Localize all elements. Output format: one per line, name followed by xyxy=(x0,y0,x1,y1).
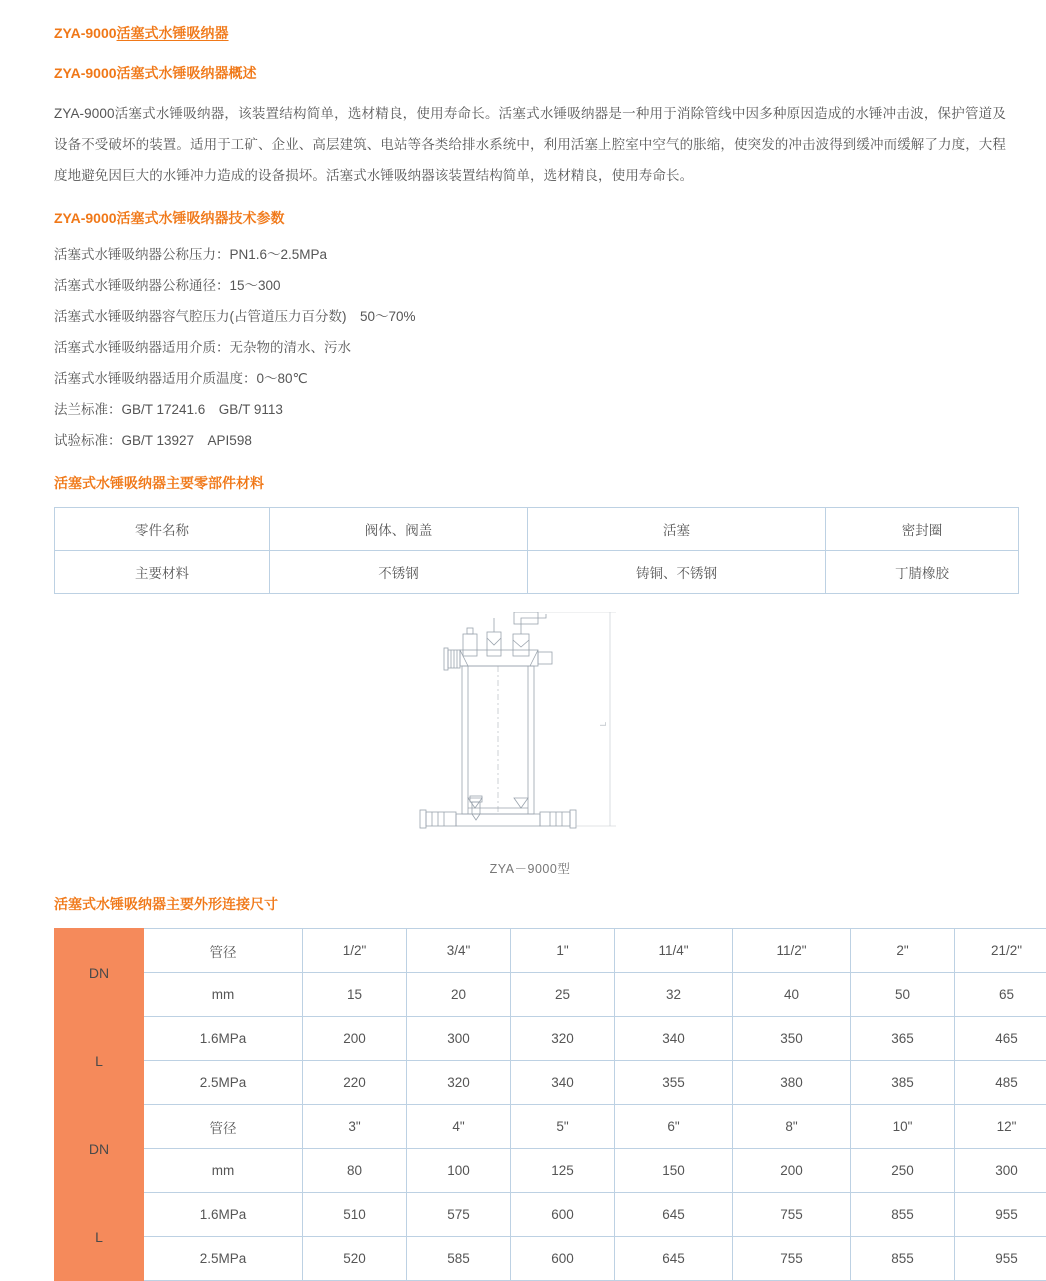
table-cell: 600 xyxy=(511,1237,615,1281)
table-cell: 340 xyxy=(511,1061,615,1105)
table-cell: 零件名称 xyxy=(55,508,270,551)
drawing-caption: ZYA－9000型 xyxy=(54,859,1006,877)
table-cell: 645 xyxy=(615,1237,733,1281)
row-label: 1.6MPa xyxy=(144,1017,303,1061)
table-cell: 300 xyxy=(407,1017,511,1061)
table-cell: 510 xyxy=(303,1193,407,1237)
table-cell: 活塞 xyxy=(528,508,826,551)
overview-heading: ZYA-9000活塞式水锤吸纳器概述 xyxy=(54,62,1006,84)
table-row xyxy=(55,1017,1046,1061)
materials-heading: 活塞式水锤吸纳器主要零部件材料 xyxy=(54,472,1006,494)
table-cell: 150 xyxy=(615,1149,733,1193)
table-cell: 465 xyxy=(955,1017,1046,1061)
table-cell: 3" xyxy=(303,1105,407,1149)
table-cell: 2" xyxy=(851,929,955,973)
table-cell: 320 xyxy=(511,1017,615,1061)
table-cell: 4" xyxy=(407,1105,511,1149)
table-cell: 350 xyxy=(733,1017,851,1061)
parameter-item: 活塞式水锤吸纳器适用介质温度：0～80℃ xyxy=(54,363,1006,394)
table-cell: 485 xyxy=(955,1061,1046,1105)
table-row xyxy=(55,1149,1046,1193)
table-cell: 40 xyxy=(733,973,851,1017)
parameter-item: 活塞式水锤吸纳器容气腔压力(占管道压力百分数) 50～70% xyxy=(54,301,1006,332)
row-label: 2.5MPa xyxy=(144,1061,303,1105)
table-cell: 铸铜、不锈钢 xyxy=(528,551,826,594)
table-cell: 阀体、阀盖 xyxy=(270,508,528,551)
table-cell: 200 xyxy=(303,1017,407,1061)
table-cell: 600 xyxy=(511,1193,615,1237)
page-title-prefix: ZYA-9000 xyxy=(54,25,117,41)
product-drawing-container xyxy=(54,612,1006,877)
row-header-dn: DN xyxy=(55,1105,144,1193)
overview-paragraph: ZYA-9000活塞式水锤吸纳器，该装置结构简单，选材精良，使用寿命长。活塞式水锤吸纳器是一种用于消除管线中因多种原因造成的水锤冲击波，保护管道及设备不受破坏的装置。适用于工矿、企业、高层建筑、电站等各类给排水系统中，利用活塞上腔室中空气的胀缩，使突发的冲击波得到缓冲而缓解了力度，大程度地避免因巨大的水锤冲力造成的设备损坏。活塞式水锤吸纳器该装置结构简单，选材精良，使用寿命长。 xyxy=(54,98,1006,191)
row-label: 1.6MPa xyxy=(144,1193,303,1237)
dimension-label-l: L xyxy=(599,721,608,726)
table-cell: 955 xyxy=(955,1237,1046,1281)
materials-table xyxy=(54,507,1019,594)
table-cell: 1" xyxy=(511,929,615,973)
table-cell: 340 xyxy=(615,1017,733,1061)
table-cell: 5" xyxy=(511,1105,615,1149)
row-label: mm xyxy=(144,1149,303,1193)
row-label: 管径 xyxy=(144,1105,303,1149)
table-row xyxy=(55,1061,1046,1105)
table-cell: 65 xyxy=(955,973,1046,1017)
table-cell: 不锈钢 xyxy=(270,551,528,594)
table-cell: 80 xyxy=(303,1149,407,1193)
table-cell: 25 xyxy=(511,973,615,1017)
table-cell: 855 xyxy=(851,1237,955,1281)
table-cell: 385 xyxy=(851,1061,955,1105)
table-cell: 100 xyxy=(407,1149,511,1193)
table-cell: 300 xyxy=(955,1149,1046,1193)
table-cell: 主要材料 xyxy=(55,551,270,594)
table-cell: 220 xyxy=(303,1061,407,1105)
table-cell: 365 xyxy=(851,1017,955,1061)
table-row xyxy=(55,929,1046,973)
row-header-dn: DN xyxy=(55,929,144,1017)
row-header-l: L xyxy=(55,1017,144,1105)
row-label: 管径 xyxy=(144,929,303,973)
dimensions-heading: 活塞式水锤吸纳器主要外形连接尺寸 xyxy=(54,893,1006,915)
table-row xyxy=(55,508,1019,551)
row-label: mm xyxy=(144,973,303,1017)
table-cell: 8" xyxy=(733,1105,851,1149)
table-cell: 11/4" xyxy=(615,929,733,973)
table-cell: 50 xyxy=(851,973,955,1017)
table-cell: 320 xyxy=(407,1061,511,1105)
parameter-item: 法兰标准：GB/T 17241.6 GB/T 9113 xyxy=(54,394,1006,425)
table-row xyxy=(55,1237,1046,1281)
table-cell: 575 xyxy=(407,1193,511,1237)
table-cell: 645 xyxy=(615,1193,733,1237)
table-cell: 125 xyxy=(511,1149,615,1193)
table-cell: 955 xyxy=(955,1193,1046,1237)
table-cell: 密封圈 xyxy=(826,508,1019,551)
table-cell: 10" xyxy=(851,1105,955,1149)
table-row xyxy=(55,1105,1046,1149)
parameter-item: 试验标准：GB/T 13927 API598 xyxy=(54,425,1006,456)
parameter-item: 活塞式水锤吸纳器适用介质：无杂物的清水、污水 xyxy=(54,332,1006,363)
table-row xyxy=(55,551,1019,594)
row-label: 2.5MPa xyxy=(144,1237,303,1281)
dimensions-table xyxy=(54,928,1046,1281)
table-cell: 11/2" xyxy=(733,929,851,973)
table-cell: 3/4" xyxy=(407,929,511,973)
parameters-list xyxy=(54,239,1006,456)
parameter-item: 活塞式水锤吸纳器公称通径：15～300 xyxy=(54,270,1006,301)
table-cell: 200 xyxy=(733,1149,851,1193)
table-cell: 585 xyxy=(407,1237,511,1281)
table-cell: 1/2" xyxy=(303,929,407,973)
page-title-link[interactable]: 活塞式水锤吸纳器 xyxy=(117,25,229,41)
table-cell: 丁腈橡胶 xyxy=(826,551,1019,594)
table-cell: 755 xyxy=(733,1193,851,1237)
table-cell: 250 xyxy=(851,1149,955,1193)
table-cell: 380 xyxy=(733,1061,851,1105)
table-cell: 15 xyxy=(303,973,407,1017)
table-cell: 12" xyxy=(955,1105,1046,1149)
parameter-item: 活塞式水锤吸纳器公称压力：PN1.6～2.5MPa xyxy=(54,239,1006,270)
table-cell: 6" xyxy=(615,1105,733,1149)
table-row xyxy=(55,1193,1046,1237)
parameters-heading: ZYA-9000活塞式水锤吸纳器技术参数 xyxy=(54,207,1006,229)
table-cell: 21/2" xyxy=(955,929,1046,973)
row-header-l: L xyxy=(55,1193,144,1281)
table-cell: 355 xyxy=(615,1061,733,1105)
table-cell: 755 xyxy=(733,1237,851,1281)
table-row xyxy=(55,973,1046,1017)
table-cell: 20 xyxy=(407,973,511,1017)
table-cell: 855 xyxy=(851,1193,955,1237)
table-cell: 32 xyxy=(615,973,733,1017)
product-line-drawing xyxy=(410,612,650,850)
page-title xyxy=(54,22,1006,44)
table-cell: 520 xyxy=(303,1237,407,1281)
